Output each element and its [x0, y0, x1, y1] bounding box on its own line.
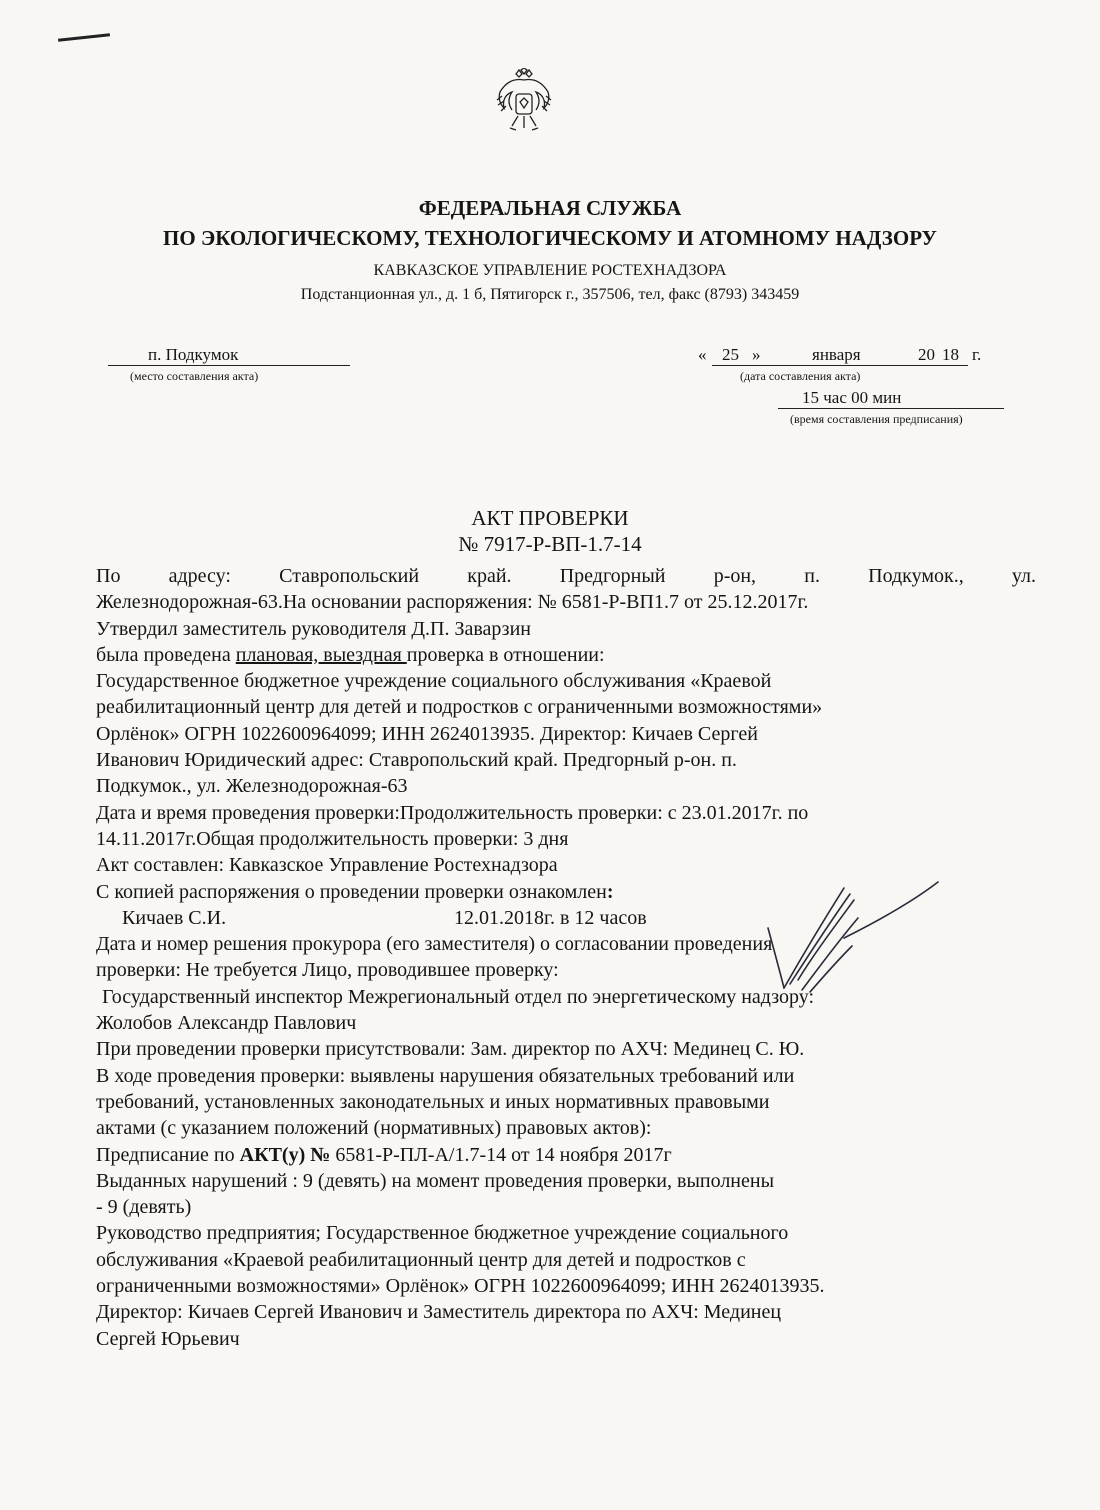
management-line-2: обслуживания «Краевой реабилитационный центр для детей и подростков с — [96, 1248, 746, 1271]
management-line-3: ограниченными возможностями» Орлёнок» ОГРН 1022600964099; ИНН 2624013935. — [96, 1275, 825, 1298]
address-line-2: Железнодорожная-63.На основании распоряжения: № 6581-Р-ВП1.7 от 25.12.2017г. — [96, 591, 809, 614]
acknowledged-date: 12.01.2018г. в 12 часов — [454, 906, 647, 929]
violations-line-2: - 9 (девять) — [96, 1196, 192, 1219]
date-open-quote: « — [698, 345, 707, 364]
prosecutor-line-2: проверки: Не требуется Лицо, проводившее проверку: — [96, 959, 559, 982]
place-caption: (место составления акта) — [130, 369, 259, 383]
approved-by-line: Утвердил заместитель руководителя Д.П. Заварзин — [96, 617, 531, 640]
inspector-line-2: Жолобов Александр Павлович — [96, 1012, 357, 1035]
date-caption: (дата составления акта) — [740, 369, 861, 383]
place-underline — [108, 365, 350, 366]
agency-name-line2: ПО ЭКОЛОГИЧЕСКОМУ, ТЕХНОЛОГИЧЕСКОМУ И АТОМНОМУ НАДЗОРУ — [163, 226, 937, 250]
corner-mark — [58, 33, 110, 41]
organization-line-3: Орлёнок» ОГРН 1022600964099; ИНН 2624013935. Директор: Кичаев Сергей — [96, 722, 758, 745]
management-line-5: Сергей Юрьевич — [96, 1327, 240, 1350]
date-month: января — [812, 345, 861, 364]
act-place: п. Подкумок — [148, 345, 239, 364]
compiled-by-line: Акт составлен: Кавказское Управление Ростехнадзора — [96, 854, 558, 877]
findings-line-1: В ходе проведения проверки: выявлены нарушения обязательных требований или — [96, 1064, 795, 1087]
handwritten-signature — [740, 880, 1000, 1040]
date-year-unit: г. — [972, 345, 982, 364]
organization-line-4: Иванович Юридический адрес: Ставропольский край. Предгорный р-он. п. — [96, 749, 737, 772]
management-line-1: Руководство предприятия; Государственное бюджетное учреждение социального — [96, 1222, 789, 1245]
agency-address: Подстанционная ул., д. 1 б, Пятигорск г., 357506, тел, факс (8793) 343459 — [300, 286, 800, 303]
prosecutor-line-1: Дата и номер решения прокурора (его заместителя) о согласовании проведения — [96, 933, 773, 956]
address-line-1: По адресу: Ставропольский край. Предгорный р-он, п. Подкумок., ул. — [96, 565, 1036, 587]
present-line: При проведении проверки присутствовали: Зам. директор по АХЧ: Мединец С. Ю. — [96, 1038, 805, 1061]
time-underline — [778, 408, 1004, 409]
duration-line-1: Дата и время проведения проверки:Продолжительность проверки: с 23.01.2017г. по — [96, 801, 809, 824]
act-number: № 7917-Р-ВП-1.7-14 — [458, 532, 642, 556]
organization-line-2: реабилитационный центр для детей и подростков с ограниченными возможностями» — [96, 696, 823, 719]
acknowledged-line: С копией распоряжения о проведении проверки ознакомлен: — [96, 880, 614, 903]
coat-of-arms-emblem — [494, 68, 554, 138]
date-year-suffix: 18 — [942, 345, 959, 364]
agency-department: КАВКАЗСКОЕ УПРАВЛЕНИЕ РОСТЕХНАДЗОРА — [373, 262, 727, 279]
order-line: Предписание по АКТ(у) № 6581-Р-ПЛ-А/1.7-14 от 14 ноября 2017г — [96, 1143, 672, 1166]
findings-line-3: актами (с указанием положений (нормативных) правовых актов): — [96, 1117, 652, 1140]
organization-line-1: Государственное бюджетное учреждение социального обслуживания «Краевой — [96, 670, 772, 693]
acknowledged-name: Кичаев С.И. — [122, 906, 227, 929]
inspection-type-line: была проведена плановая, выездная проверка в отношении: — [96, 643, 605, 666]
act-time: 15 час 00 мин — [802, 388, 902, 407]
inspection-type: плановая, выездная — [235, 643, 407, 666]
order-act-ref: АКТ(у) № — [239, 1143, 331, 1166]
date-underline — [712, 365, 968, 366]
act-title: АКТ ПРОВЕРКИ — [471, 506, 629, 530]
date-close-quote: » — [752, 345, 761, 364]
findings-line-2: требований, установленных законодательных и иных нормативных правовыми — [96, 1090, 770, 1113]
organization-line-5: Подкумок., ул. Железнодорожная-63 — [96, 775, 408, 798]
violations-line-1: Выданных нарушений : 9 (девять) на момент проведения проверки, выполнены — [96, 1169, 775, 1192]
duration-line-2: 14.11.2017г.Общая продолжительность проверки: 3 дня — [96, 827, 569, 850]
date-year-prefix: 20 — [918, 345, 935, 364]
agency-name-line1: ФЕДЕРАЛЬНАЯ СЛУЖБА — [418, 196, 682, 220]
management-line-4: Директор: Кичаев Сергей Иванович и Заместитель директора по АХЧ: Мединец — [96, 1301, 782, 1324]
inspector-line-1: Государственный инспектор Межрегиональный отдел по энергетическому надзору: — [102, 985, 815, 1008]
time-caption: (время составления предписания) — [790, 412, 963, 426]
date-day: 25 — [722, 345, 739, 364]
